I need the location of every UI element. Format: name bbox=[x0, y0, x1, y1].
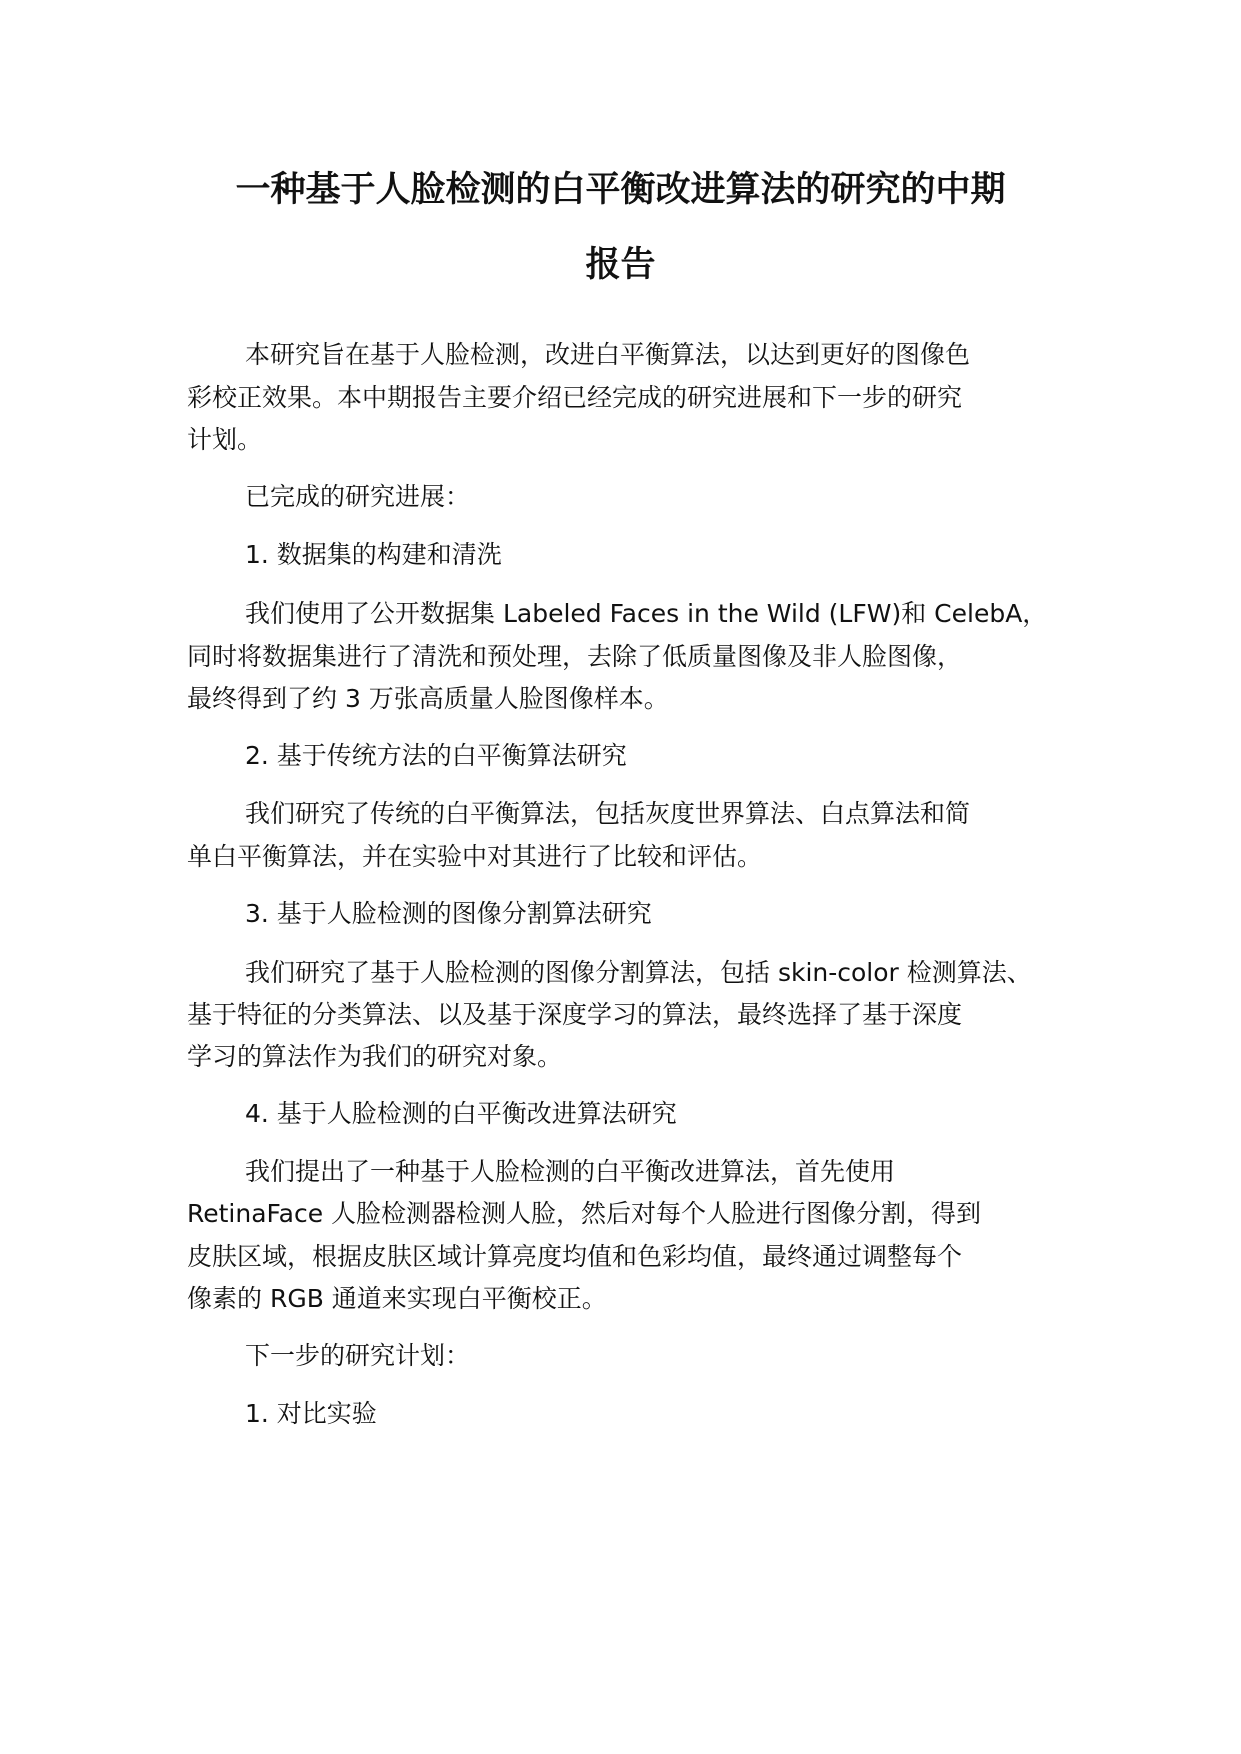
section-heading: 已完成的研究进展： bbox=[245, 482, 471, 511]
paragraph-line: 我们研究了传统的白平衡算法，包括灰度世界算法、白点算法和简 bbox=[245, 799, 971, 828]
paragraph-line: 我们提出了一种基于人脸检测的白平衡改进算法，首先使用 bbox=[245, 1157, 896, 1186]
paragraph-line: 像素的 RGB 通道来实现白平衡校正。 bbox=[187, 1284, 607, 1313]
paragraph-line: 基于特征的分类算法、以及基于深度学习的算法，最终选择了基于深度 bbox=[187, 1000, 963, 1029]
paragraph-line: 单白平衡算法，并在实验中对其进行了比较和评估。 bbox=[187, 842, 763, 871]
paragraph-line: 同时将数据集进行了清洗和预处理，去除了低质量图像及非人脸图像， bbox=[187, 642, 963, 671]
paragraph-line: 最终得到了约 3 万张高质量人脸图像样本。 bbox=[187, 684, 669, 713]
subsection-heading: 3. 基于人脸检测的图像分割算法研究 bbox=[245, 899, 652, 928]
subsection-heading: 2. 基于传统方法的白平衡算法研究 bbox=[245, 741, 627, 770]
section-heading: 下一步的研究计划： bbox=[245, 1341, 471, 1370]
document-title-line-1: 一种基于人脸检测的白平衡改进算法的研究的中期 bbox=[235, 170, 1006, 210]
subsection-heading: 1. 数据集的构建和清洗 bbox=[245, 540, 502, 569]
paragraph-line: 我们研究了基于人脸检测的图像分割算法，包括 skin-color 检测算法、 bbox=[245, 958, 1032, 987]
paragraph-line: 学习的算法作为我们的研究对象。 bbox=[187, 1042, 563, 1071]
paragraph-line: 皮肤区域，根据皮肤区域计算亮度均值和色彩均值，最终通过调整每个 bbox=[187, 1242, 963, 1271]
document-title-line-2: 报告 bbox=[585, 245, 656, 285]
paragraph-line: 本研究旨在基于人脸检测，改进白平衡算法，以达到更好的图像色 bbox=[245, 340, 971, 369]
subsection-heading: 1. 对比实验 bbox=[245, 1399, 377, 1428]
paragraph-line: RetinaFace 人脸检测器检测人脸，然后对每个人脸进行图像分割，得到 bbox=[187, 1199, 982, 1228]
paragraph-line: 彩校正效果。本中期报告主要介绍已经完成的研究进展和下一步的研究 bbox=[187, 383, 963, 412]
paragraph-line: 计划。 bbox=[187, 425, 263, 454]
paragraph-line: 我们使用了公开数据集 Labeled Faces in the Wild (LFW)和 CelebA， bbox=[245, 599, 1048, 628]
subsection-heading: 4. 基于人脸检测的白平衡改进算法研究 bbox=[245, 1099, 677, 1128]
